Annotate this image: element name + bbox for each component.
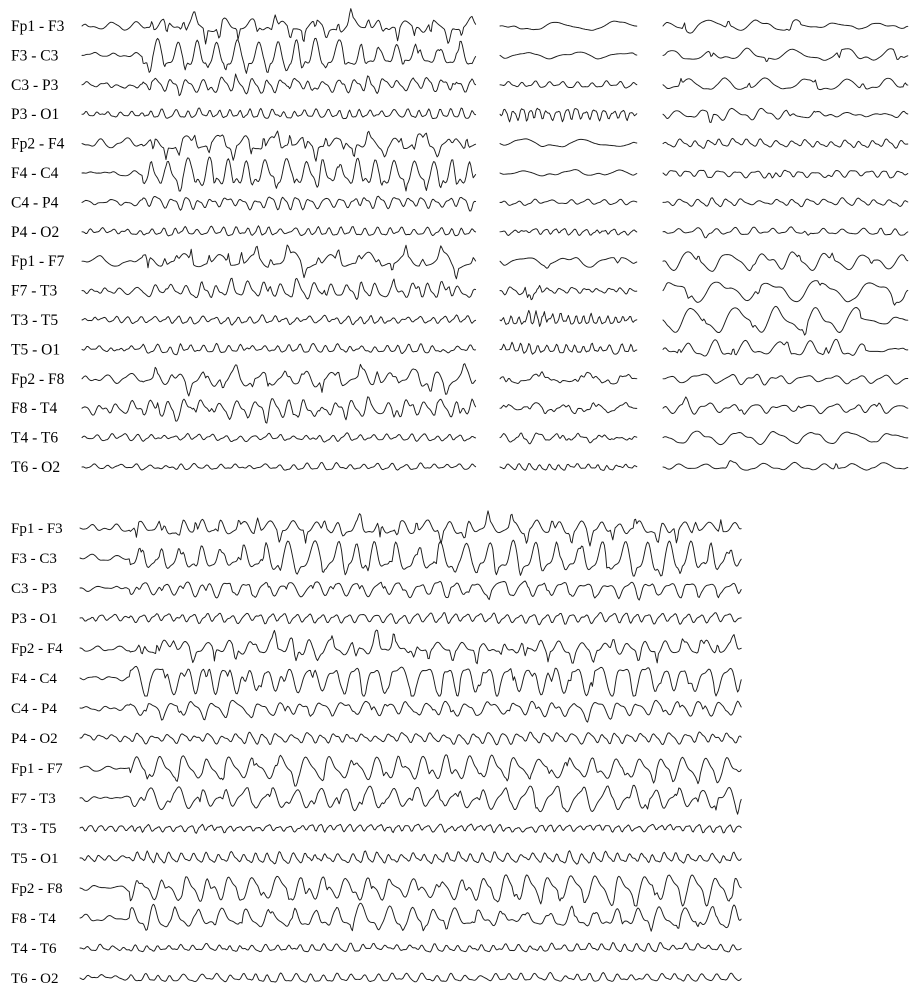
channel-label: T6 - O2 — [11, 459, 61, 476]
channel-label: T3 - T5 — [11, 312, 59, 329]
eeg-trace — [82, 315, 476, 326]
eeg-trace — [80, 700, 741, 722]
eeg-trace — [500, 433, 637, 444]
channel-label: Fp2 - F4 — [11, 135, 65, 153]
eeg-trace — [82, 108, 476, 119]
eeg-trace — [500, 229, 637, 236]
eeg-trace — [80, 732, 741, 745]
channel-label: P3 - O1 — [11, 106, 60, 124]
eeg-trace — [500, 372, 637, 384]
eeg-trace — [500, 52, 637, 59]
eeg-trace — [80, 875, 741, 906]
channel-label: F4 - C4 — [11, 671, 57, 687]
eeg-trace — [663, 339, 908, 356]
eeg-trace — [82, 364, 476, 396]
eeg-trace — [500, 139, 637, 147]
eeg-trace — [500, 310, 637, 326]
eeg-trace — [663, 78, 908, 90]
channel-label: F3 - C3 — [11, 47, 59, 65]
eeg-trace — [80, 613, 741, 625]
channel-label: T3 - T5 — [11, 821, 57, 837]
eeg-trace — [500, 342, 637, 354]
eeg-trace — [663, 252, 908, 272]
channel-label: T5 - O1 — [11, 851, 59, 867]
channel-label: F7 - T3 — [11, 282, 58, 300]
channel-label: Fp1 - F3 — [11, 521, 63, 537]
eeg-panel-top — [11, 9, 908, 476]
eeg-trace — [663, 461, 908, 471]
eeg-trace — [82, 343, 476, 354]
eeg-trace — [82, 397, 476, 423]
channel-label: F8 - T4 — [11, 400, 58, 418]
eeg-trace — [500, 81, 637, 88]
eeg-trace — [663, 138, 908, 148]
eeg-trace — [82, 131, 476, 161]
channel-label: Fp2 - F8 — [11, 370, 65, 388]
channel-label: Fp2 - F4 — [11, 641, 63, 657]
channel-label: P3 - O1 — [11, 611, 58, 627]
channel-label: Fp1 - F3 — [11, 18, 65, 35]
eeg-trace — [663, 306, 908, 335]
eeg-trace — [82, 226, 476, 236]
channel-label: P4 - O2 — [11, 223, 60, 241]
eeg-trace — [500, 108, 637, 122]
eeg-trace — [80, 785, 741, 814]
eeg-trace — [663, 108, 908, 122]
eeg-trace — [80, 540, 741, 576]
eeg-trace — [663, 48, 908, 61]
eeg-trace — [663, 198, 908, 207]
eeg-trace — [82, 245, 476, 279]
eeg-trace — [82, 157, 476, 191]
channel-label: T4 - T6 — [11, 941, 57, 957]
channel-label: Fp1 - F7 — [11, 253, 65, 271]
eeg-trace — [80, 511, 741, 546]
eeg-trace — [80, 972, 741, 982]
channel-label: F4 - C4 — [11, 165, 59, 182]
eeg-trace — [82, 74, 476, 96]
eeg-trace — [663, 170, 908, 178]
eeg-trace — [80, 943, 741, 952]
eeg-trace — [82, 433, 476, 442]
channel-label: T5 - O1 — [11, 341, 61, 359]
eeg-trace — [80, 630, 741, 664]
channel-label: Fp2 - F8 — [11, 881, 63, 897]
channel-label: P4 - O2 — [11, 731, 58, 747]
eeg-trace — [663, 374, 908, 385]
eeg-trace — [80, 755, 741, 786]
eeg-trace — [500, 402, 637, 413]
eeg-trace — [500, 199, 637, 205]
eeg-trace — [663, 227, 908, 238]
eeg-trace — [663, 20, 908, 33]
eeg-panel-bottom — [11, 511, 741, 987]
eeg-trace — [500, 464, 637, 471]
eeg-trace — [82, 462, 476, 470]
channel-label: F3 - C3 — [11, 551, 57, 567]
eeg-trace — [80, 851, 741, 865]
channel-label: C3 - P3 — [11, 76, 59, 94]
channel-label: T4 - T6 — [11, 429, 59, 447]
eeg-trace — [80, 903, 741, 931]
eeg-trace — [663, 397, 908, 415]
channel-label: Fp1 - F7 — [11, 761, 63, 777]
eeg-trace — [82, 278, 476, 299]
eeg-trace — [500, 170, 637, 176]
channel-label: F8 - T4 — [11, 911, 56, 927]
eeg-trace — [500, 21, 637, 30]
channel-label: T6 - O2 — [11, 971, 59, 987]
eeg-trace — [80, 666, 741, 696]
eeg-trace — [500, 285, 637, 299]
channel-label: C3 - P3 — [11, 581, 57, 597]
eeg-trace — [80, 824, 741, 833]
channel-label: C4 - P4 — [11, 701, 57, 717]
eeg-trace — [80, 581, 741, 600]
eeg-trace — [663, 431, 908, 444]
eeg-trace — [82, 38, 476, 73]
channel-label: C4 - P4 — [11, 194, 59, 212]
eeg-trace — [82, 196, 476, 211]
eeg-trace — [663, 281, 908, 305]
channel-label: F7 - T3 — [11, 791, 56, 807]
eeg-trace — [500, 258, 637, 269]
eeg-trace — [82, 9, 476, 44]
